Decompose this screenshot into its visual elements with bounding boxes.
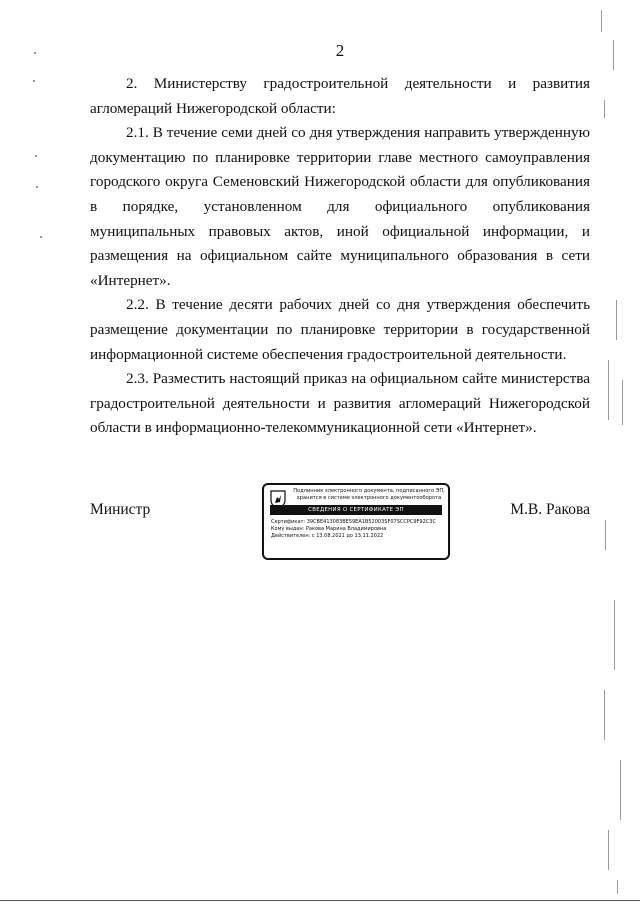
stamp-issued-to: Кому выдан: Ракова Марина Владимировна: [271, 526, 387, 532]
page-number: 2: [335, 41, 345, 60]
document-body: [90, 72, 590, 441]
signature-block: [90, 488, 590, 569]
stamp-header: Подлинник электронного документа, подписанного ЭП, хранится в системе электронного документооборота: [293, 488, 445, 501]
electronic-signature-stamp: [262, 483, 450, 560]
stamp-title-bar: СВЕДЕНИЯ О СЕРТИФИКАТЕ ЭП: [270, 505, 442, 515]
paragraph-2-1: 2.1. В течение семи дней со дня утверждения направить утвержденную документацию по планировке территории главе местного самоуправления городского округа Семеновский Нижегородской области для опубликования в порядке, установленном для официального опубликования муниципальных правовых актов, иной официальной информации, и размещения на официальном сайте муниципального образования в сети «Интернет».: [90, 124, 590, 289]
signatory-title: Министр: [90, 501, 151, 518]
stamp-details: [271, 519, 447, 540]
stamp-validity: Действителен: с 13.08.2021 до 13.11.2022: [271, 533, 384, 539]
signatory-name: М.В. Ракова: [510, 501, 590, 518]
paragraph-2-3: 2.3. Разместить настоящий приказ на официальном сайте министерства градостроительной деятельности и развития агломераций Нижегородской области в информационно-телекоммуникационной сети «Интернет».: [90, 370, 590, 437]
paragraph-2-2: 2.2. В течение десяти рабочих дней со дня утверждения обеспечить размещение документации по планировке территории в государственной информационной системе обеспечения градостроительной деятельности.: [90, 296, 590, 363]
stamp-certificate: Сертификат: 39CBE413083BE59EA1B52003SF07SCCPC9F92C3C: [271, 519, 436, 525]
paragraph-2: 2. Министерству градостроительной деятельности и развития агломераций Нижегородской области:: [90, 75, 590, 117]
